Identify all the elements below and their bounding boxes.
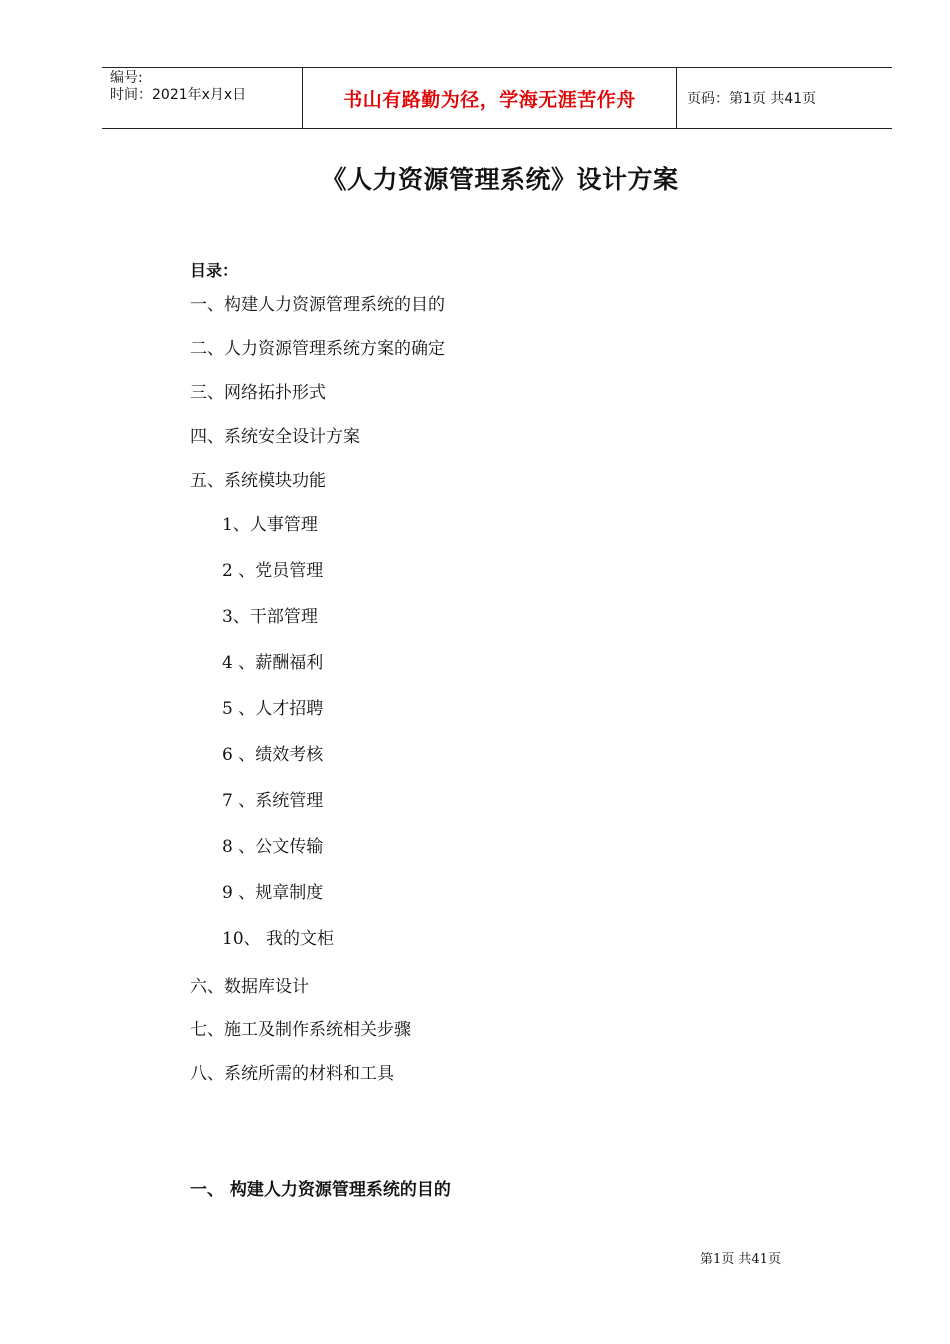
toc-item: 四、系统安全设计方案 — [190, 427, 360, 447]
toc-heading: 目录： — [190, 261, 239, 280]
toc-item: 五、系统模块功能 — [190, 471, 326, 491]
toc-subitem: 9 、规章制度 — [222, 883, 324, 903]
page-header — [102, 67, 892, 129]
page-footer: 第1页 共41页 — [700, 1252, 781, 1267]
toc-subitem: 7 、系统管理 — [222, 791, 324, 811]
toc-subitem: 1、人事管理 — [222, 515, 318, 535]
document-title: 《人力资源管理系统》设计方案 — [321, 165, 679, 194]
toc-subitem: 5 、人才招聘 — [222, 699, 324, 719]
toc-subitem: 10、 我的文柜 — [222, 929, 335, 949]
time-label: 时间：2021年x月x日 — [110, 87, 247, 103]
toc-subitem: 3、干部管理 — [222, 607, 318, 627]
header-page-info: 页码：第1页 共41页 — [687, 91, 817, 107]
toc-subitem: 4 、薪酬福利 — [222, 653, 324, 673]
toc-item: 二、人力资源管理系统方案的确定 — [190, 339, 445, 359]
toc-subitem: 6 、绩效考核 — [222, 745, 324, 765]
toc-item: 八、系统所需的材料和工具 — [190, 1064, 394, 1084]
header-motto: 书山有路勤为径，学海无涯苦作舟 — [303, 68, 677, 128]
toc-item: 三、网络拓扑形式 — [190, 383, 326, 403]
number-label: 编号: — [110, 70, 143, 86]
section-heading: 一、 构建人力资源管理系统的目的 — [190, 1180, 451, 1200]
toc-subitem: 8 、公文传输 — [222, 837, 324, 857]
header-left-cell — [102, 68, 303, 128]
toc-item: 七、施工及制作系统相关步骤 — [190, 1020, 411, 1040]
toc-item: 一、构建人力资源管理系统的目的 — [190, 295, 445, 315]
toc-subitem: 2 、党员管理 — [222, 561, 324, 581]
toc-item: 六、数据库设计 — [190, 977, 309, 997]
